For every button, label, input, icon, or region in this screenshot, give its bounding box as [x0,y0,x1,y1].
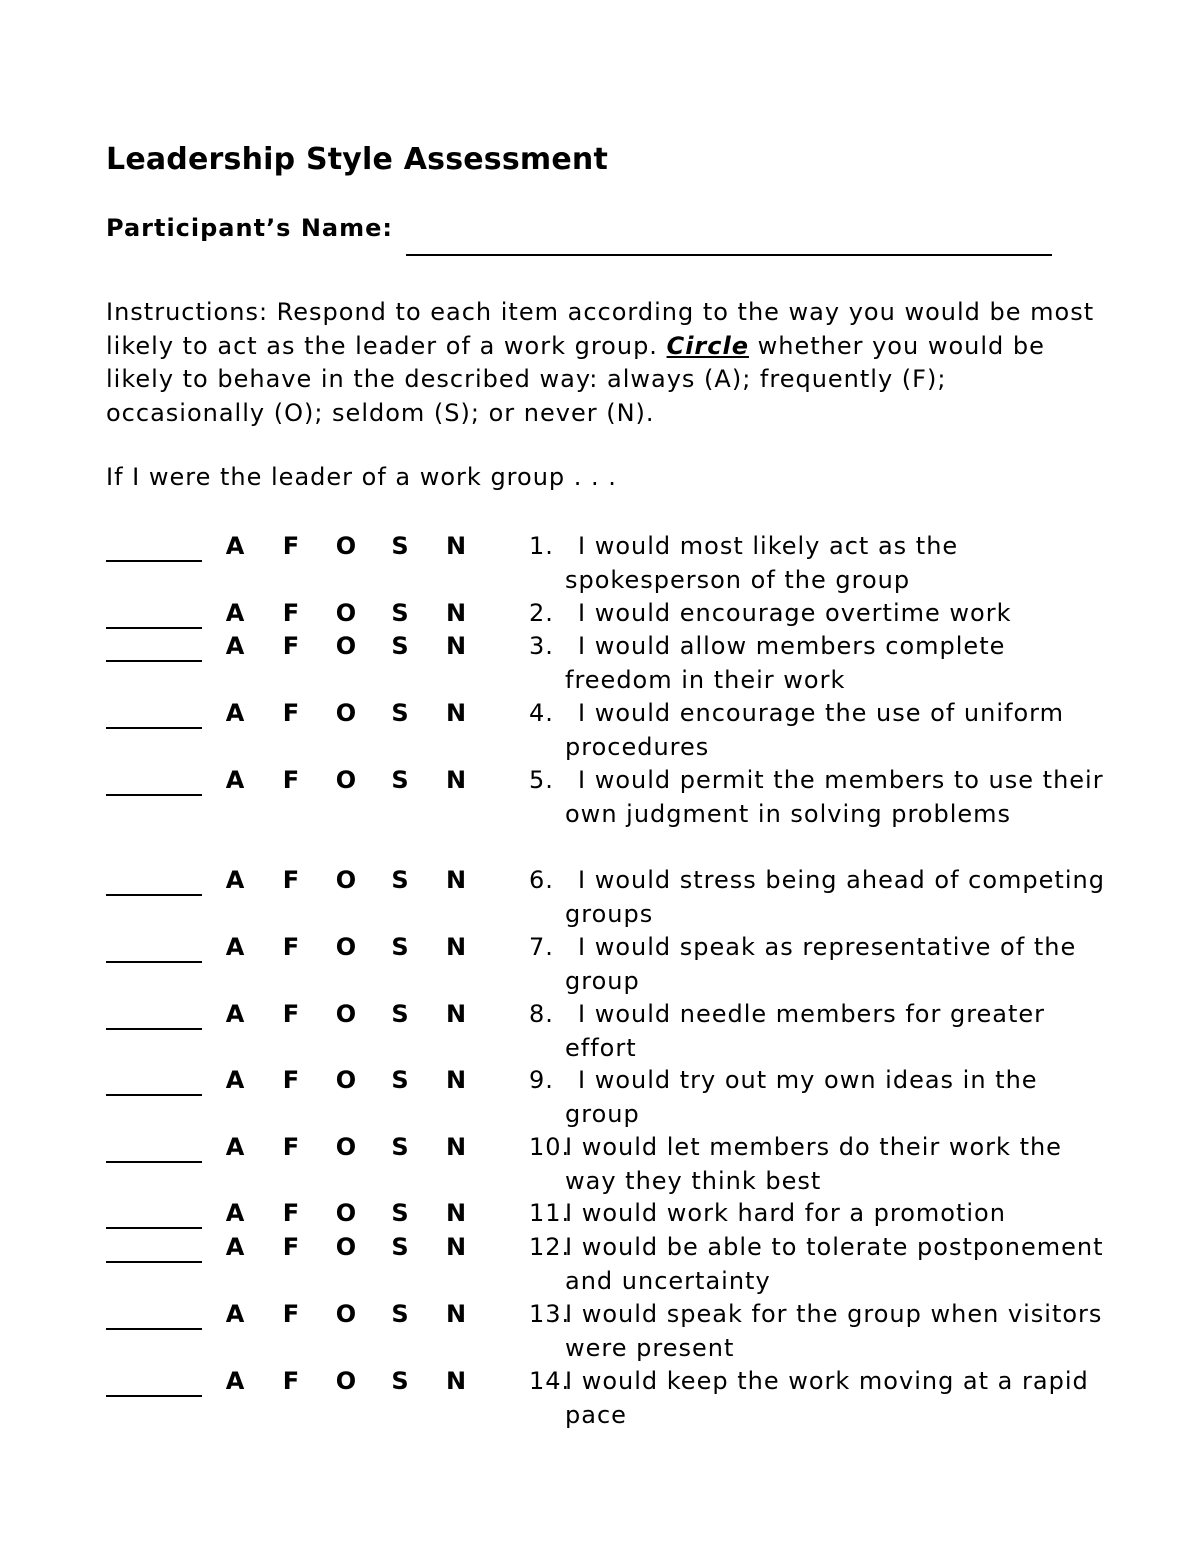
instructions-text: Instructions: Respond to each item according to the way you would be most likely to act as the leader of a work group. [106,298,1095,360]
option-always[interactable]: A [225,766,245,794]
option-occasionally[interactable]: O [335,632,357,660]
item-text: I would permit the members to use their own judgment in solving problems [565,766,1104,828]
option-frequently[interactable]: F [282,1367,300,1395]
item-text: I would speak for the group when visitors were present [565,1300,1103,1362]
option-never[interactable]: N [445,866,467,894]
option-always[interactable]: A [225,1066,245,1094]
participant-name-row [106,212,1066,262]
answer-blank[interactable] [106,794,202,796]
option-frequently[interactable]: F [282,699,300,727]
option-never[interactable]: N [445,699,467,727]
item-number: 7. [529,933,554,961]
item-number: 14. [529,1367,571,1395]
option-occasionally[interactable]: O [335,599,357,627]
answer-blank[interactable] [106,1328,202,1330]
item-text: I would keep the work moving at a rapid pace [565,1367,1089,1429]
option-seldom[interactable]: S [391,1300,409,1328]
item-number: 8. [529,1000,554,1028]
answer-blank[interactable] [106,560,202,562]
answer-blank[interactable] [106,1227,202,1229]
option-frequently[interactable]: F [282,766,300,794]
option-seldom[interactable]: S [391,1000,409,1028]
item-number: 6. [529,866,554,894]
item-text: I would encourage overtime work [578,599,1012,627]
option-occasionally[interactable]: O [335,1066,357,1094]
instructions-text-end: whether you would be likely to behave in the described way: always (A); frequently (F); occasionally (O); seldom (S); or never (N). [106,331,1045,427]
item-number: 1. [529,532,554,560]
item-number: 13. [529,1300,571,1328]
item-text: I would try out my own ideas in the group [565,1066,1038,1128]
item-text: I would allow members complete freedom in their work [565,632,1006,694]
option-occasionally[interactable]: O [335,1000,357,1028]
option-seldom[interactable]: S [391,1066,409,1094]
option-occasionally[interactable]: O [335,866,357,894]
participant-name-blank[interactable] [406,254,1052,256]
option-always[interactable]: A [225,632,245,660]
option-never[interactable]: N [445,1367,467,1395]
option-never[interactable]: N [445,1199,467,1227]
answer-blank[interactable] [106,727,202,729]
item-number: 5. [529,766,554,794]
item-text: I would stress being ahead of competing groups [565,866,1105,928]
option-occasionally[interactable]: O [335,532,357,560]
item-number: 10. [529,1133,571,1161]
option-seldom[interactable]: S [391,532,409,560]
option-never[interactable]: N [445,766,467,794]
option-never[interactable]: N [445,1066,467,1094]
item-number: 4. [529,699,554,727]
option-always[interactable]: A [225,1000,245,1028]
option-occasionally[interactable]: O [335,1367,357,1395]
option-always[interactable]: A [225,532,245,560]
answer-blank[interactable] [106,1261,202,1263]
item-number: 2. [529,599,554,627]
option-seldom[interactable]: S [391,599,409,627]
option-seldom[interactable]: S [391,766,409,794]
option-occasionally[interactable]: O [335,1133,357,1161]
answer-blank[interactable] [106,1094,202,1096]
option-never[interactable]: N [445,1000,467,1028]
option-never[interactable]: N [445,632,467,660]
option-frequently[interactable]: F [282,632,300,660]
option-seldom[interactable]: S [391,933,409,961]
option-seldom[interactable]: S [391,699,409,727]
option-frequently[interactable]: F [282,933,300,961]
option-always[interactable]: A [225,1199,245,1227]
answer-blank[interactable] [106,1161,202,1163]
option-always[interactable]: A [225,866,245,894]
option-seldom[interactable]: S [391,1199,409,1227]
instructions-emphasis: Circle [666,331,749,360]
instructions-paragraph [106,296,1106,430]
option-occasionally[interactable]: O [335,766,357,794]
option-seldom[interactable]: S [391,866,409,894]
option-frequently[interactable]: F [282,599,300,627]
option-seldom[interactable]: S [391,632,409,660]
answer-blank[interactable] [106,1395,202,1397]
option-occasionally[interactable]: O [335,1300,357,1328]
lead-in-text: If I were the leader of a work group . . . [106,463,617,491]
option-frequently[interactable]: F [282,1133,300,1161]
option-always[interactable]: A [225,699,245,727]
option-frequently[interactable]: F [282,1300,300,1328]
item-text: I would needle members for greater effort [565,1000,1046,1062]
option-never[interactable]: N [445,1233,467,1261]
option-always[interactable]: A [225,1300,245,1328]
option-frequently[interactable]: F [282,1000,300,1028]
option-always[interactable]: A [225,1233,245,1261]
answer-blank[interactable] [106,1028,202,1030]
item-text: I would let members do their work the way they think best [565,1133,1062,1195]
item-text: I would work hard for a promotion [565,1199,1006,1227]
participant-name-label: Participant’s Name: [106,214,393,242]
answer-blank[interactable] [106,894,202,896]
option-seldom[interactable]: S [391,1233,409,1261]
option-seldom[interactable]: S [391,1133,409,1161]
option-occasionally[interactable]: O [335,933,357,961]
option-seldom[interactable]: S [391,1367,409,1395]
option-occasionally[interactable]: O [335,1199,357,1227]
option-never[interactable]: N [445,1300,467,1328]
item-text: I would be able to tolerate postponement and uncertainty [565,1233,1104,1295]
option-never[interactable]: N [445,1133,467,1161]
answer-blank[interactable] [106,660,202,662]
option-always[interactable]: A [225,933,245,961]
option-occasionally[interactable]: O [335,699,357,727]
item-number: 12. [529,1233,571,1261]
item-text: I would most likely act as the spokesperson of the group [565,532,959,594]
item-text: I would speak as representative of the group [565,933,1077,995]
option-frequently[interactable]: F [282,1233,300,1261]
option-occasionally[interactable]: O [335,1233,357,1261]
option-never[interactable]: N [445,532,467,560]
option-frequently[interactable]: F [282,866,300,894]
page-title: Leadership Style Assessment [106,142,609,177]
option-always[interactable]: A [225,1133,245,1161]
item-number: 11. [529,1199,571,1227]
answer-blank[interactable] [106,627,202,629]
option-always[interactable]: A [225,1367,245,1395]
option-never[interactable]: N [445,933,467,961]
option-frequently[interactable]: F [282,532,300,560]
item-number: 9. [529,1066,554,1094]
item-number: 3. [529,632,554,660]
option-never[interactable]: N [445,599,467,627]
item-text: I would encourage the use of uniform procedures [565,699,1064,761]
option-frequently[interactable]: F [282,1066,300,1094]
answer-blank[interactable] [106,961,202,963]
option-always[interactable]: A [225,599,245,627]
option-frequently[interactable]: F [282,1199,300,1227]
